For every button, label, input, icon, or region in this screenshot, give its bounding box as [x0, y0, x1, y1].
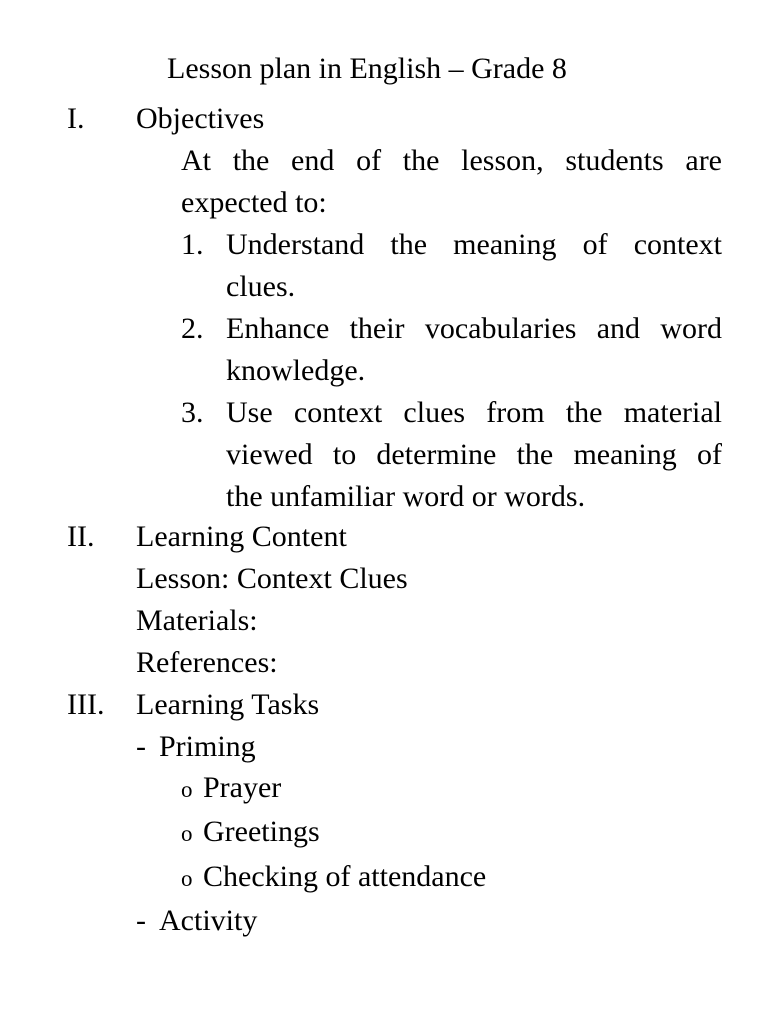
- task-label-activity: Activity: [159, 904, 258, 937]
- document-title: Lesson plan in English – Grade 8: [167, 52, 567, 85]
- content-line-lesson: Lesson: Context Clues: [136, 562, 408, 595]
- objective-number: 1.: [181, 228, 204, 261]
- dash-marker: -: [136, 730, 146, 763]
- bullet-item: Prayer: [203, 771, 282, 804]
- objectives-intro-line: expected to:: [181, 186, 327, 219]
- objective-number: 3.: [181, 396, 204, 429]
- bullet-item: Greetings: [203, 815, 320, 848]
- bullet-circle-icon: o: [181, 866, 193, 891]
- content-line-materials: Materials:: [136, 604, 258, 637]
- bullet-circle-icon: o: [181, 821, 193, 846]
- objective-text: the unfamiliar word or words.: [226, 480, 586, 513]
- objective-text: Enhance their vocabularies and word: [226, 312, 722, 345]
- bullet-item: Checking of attendance: [203, 860, 487, 893]
- objective-text: clues.: [226, 270, 296, 303]
- objective-text: Understand the meaning of context: [226, 228, 722, 261]
- section-heading-learning-content: Learning Content: [136, 520, 347, 553]
- objective-text: Use context clues from the material: [226, 396, 722, 429]
- objective-text: viewed to determine the meaning of: [226, 438, 722, 471]
- section-numeral: I.: [67, 102, 85, 135]
- objectives-intro-line: At the end of the lesson, students are: [181, 144, 722, 177]
- objective-text: knowledge.: [226, 354, 366, 387]
- section-heading-learning-tasks: Learning Tasks: [136, 688, 320, 721]
- content-line-references: References:: [136, 646, 278, 679]
- section-numeral: II.: [67, 520, 95, 553]
- section-numeral: III.: [67, 688, 105, 721]
- bullet-circle-icon: o: [181, 777, 193, 802]
- dash-marker: -: [136, 904, 146, 937]
- objective-number: 2.: [181, 312, 204, 345]
- section-heading-objectives: Objectives: [136, 102, 265, 135]
- task-label-priming: Priming: [159, 730, 256, 763]
